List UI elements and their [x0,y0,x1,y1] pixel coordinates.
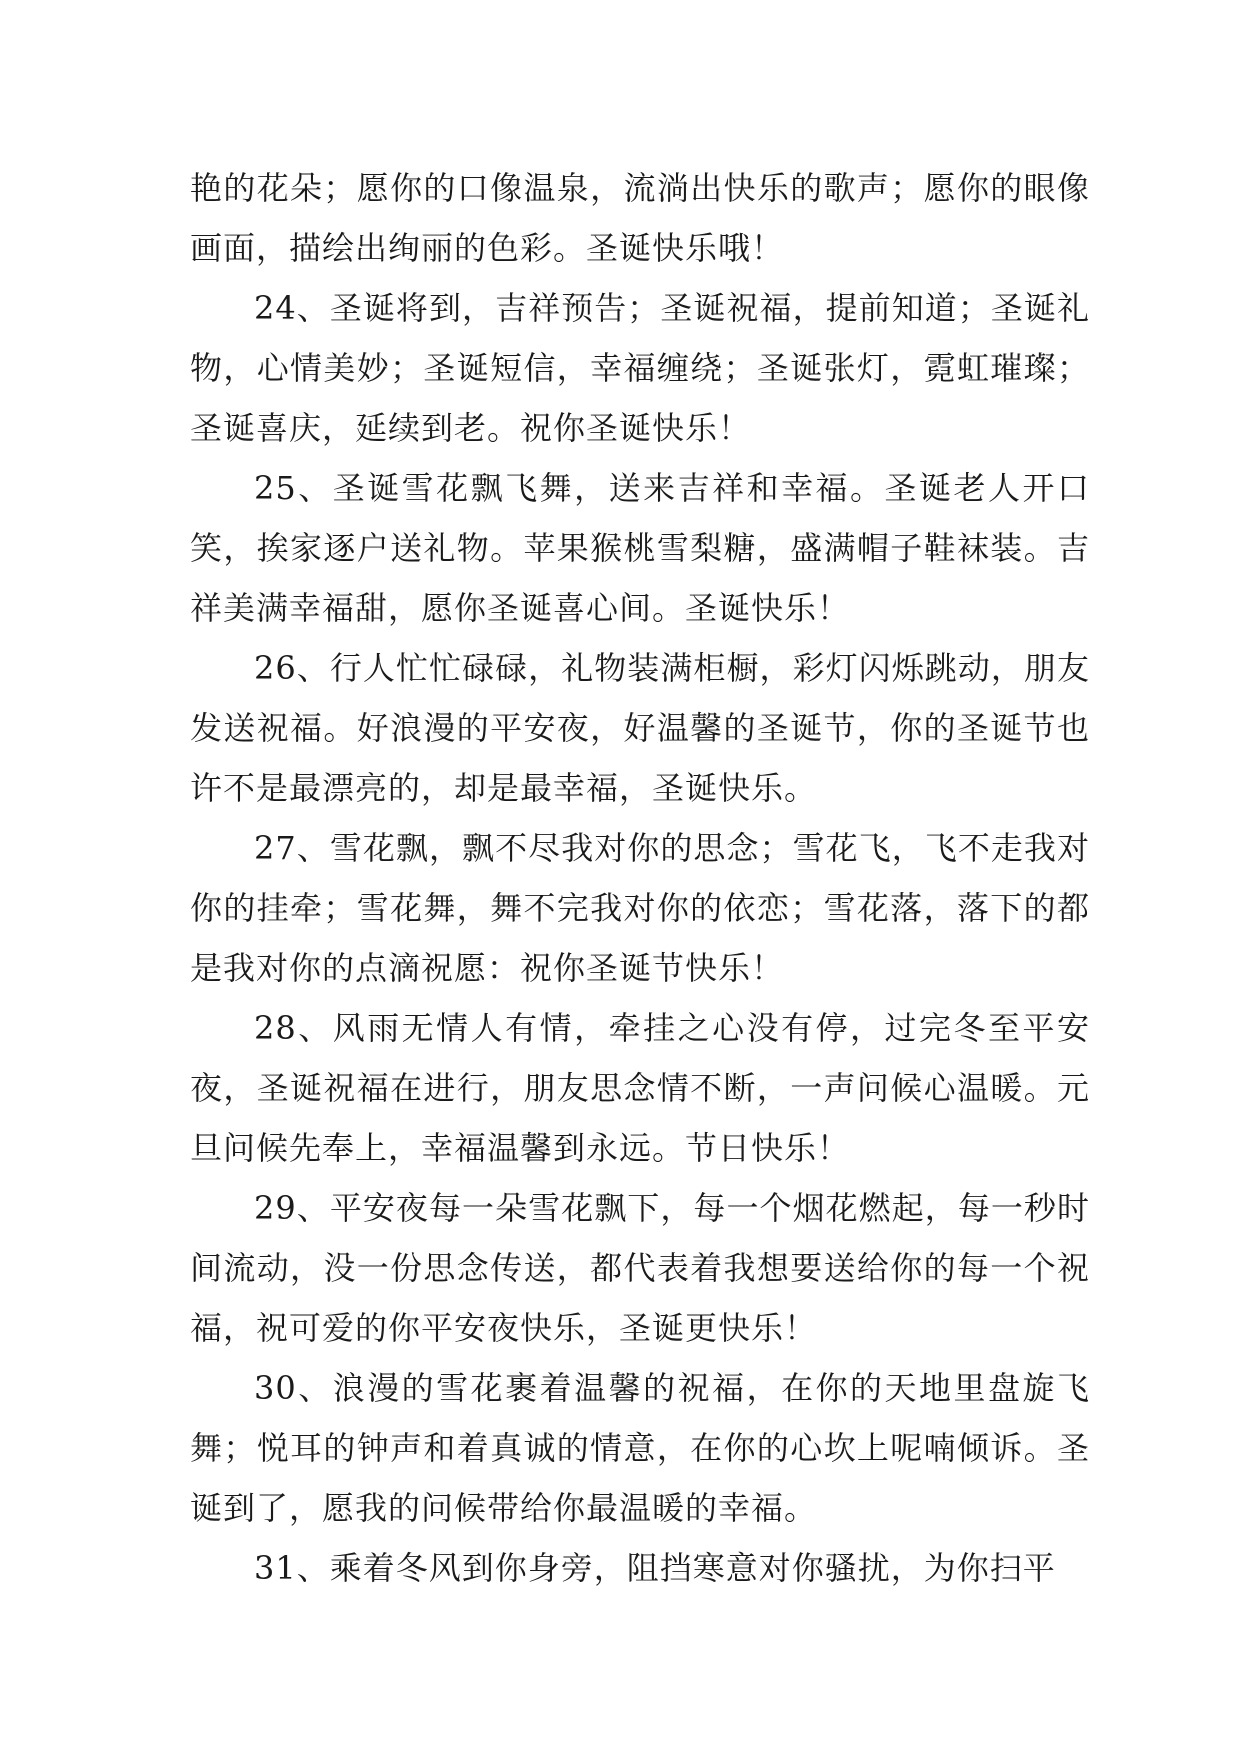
paragraph-27: 27、雪花飘，飘不尽我对你的思念；雪花飞，飞不走我对你的挂牵；雪花舞，舞不完我对你的依恋；雪花落，落下的都是我对你的点滴祝愿：祝你圣诞节快乐！ [190,829,1090,987]
paragraph-31: 31、乘着冬风到你身旁，阻挡寒意对你骚扰，为你扫平 [254,1549,1056,1587]
document-body [190,158,1090,1598]
paragraph-29: 29、平安夜每一朵雪花飘下，每一个烟花燃起，每一秒时间流动，没一份思念传送，都代表着我想要送给你的每一个祝福，祝可爱的你平安夜快乐，圣诞更快乐！ [190,1189,1090,1347]
paragraph-28: 28、风雨无情人有情，牵挂之心没有停，过完冬至平安夜，圣诞祝福在进行，朋友思念情不断，一声问候心温暖。元旦问候先奉上，幸福温馨到永远。节日快乐！ [190,1009,1090,1167]
paragraph-25: 25、圣诞雪花飘飞舞，送来吉祥和幸福。圣诞老人开口笑，挨家逐户送礼物。苹果猴桃雪梨糖，盛满帽子鞋袜装。吉祥美满幸福甜，愿你圣诞喜心间。圣诞快乐！ [190,469,1090,627]
paragraph-30: 30、浪漫的雪花裹着温馨的祝福，在你的天地里盘旋飞舞；悦耳的钟声和着真诚的情意，在你的心坎上呢喃倾诉。圣诞到了，愿我的问候带给你最温暖的幸福。 [190,1369,1090,1527]
paragraph-26: 26、行人忙忙碌碌，礼物装满柜橱，彩灯闪烁跳动，朋友发送祝福。好浪漫的平安夜，好温馨的圣诞节，你的圣诞节也许不是最漂亮的，却是最幸福，圣诞快乐。 [190,649,1090,807]
paragraph-24: 24、圣诞将到，吉祥预告；圣诞祝福，提前知道；圣诞礼物，心情美妙；圣诞短信，幸福缠绕；圣诞张灯，霓虹璀璨；圣诞喜庆，延续到老。祝你圣诞快乐！ [190,289,1090,447]
paragraph-continued: 艳的花朵；愿你的口像温泉，流淌出快乐的歌声；愿你的眼像画面，描绘出绚丽的色彩。圣诞快乐哦！ [190,169,1090,267]
